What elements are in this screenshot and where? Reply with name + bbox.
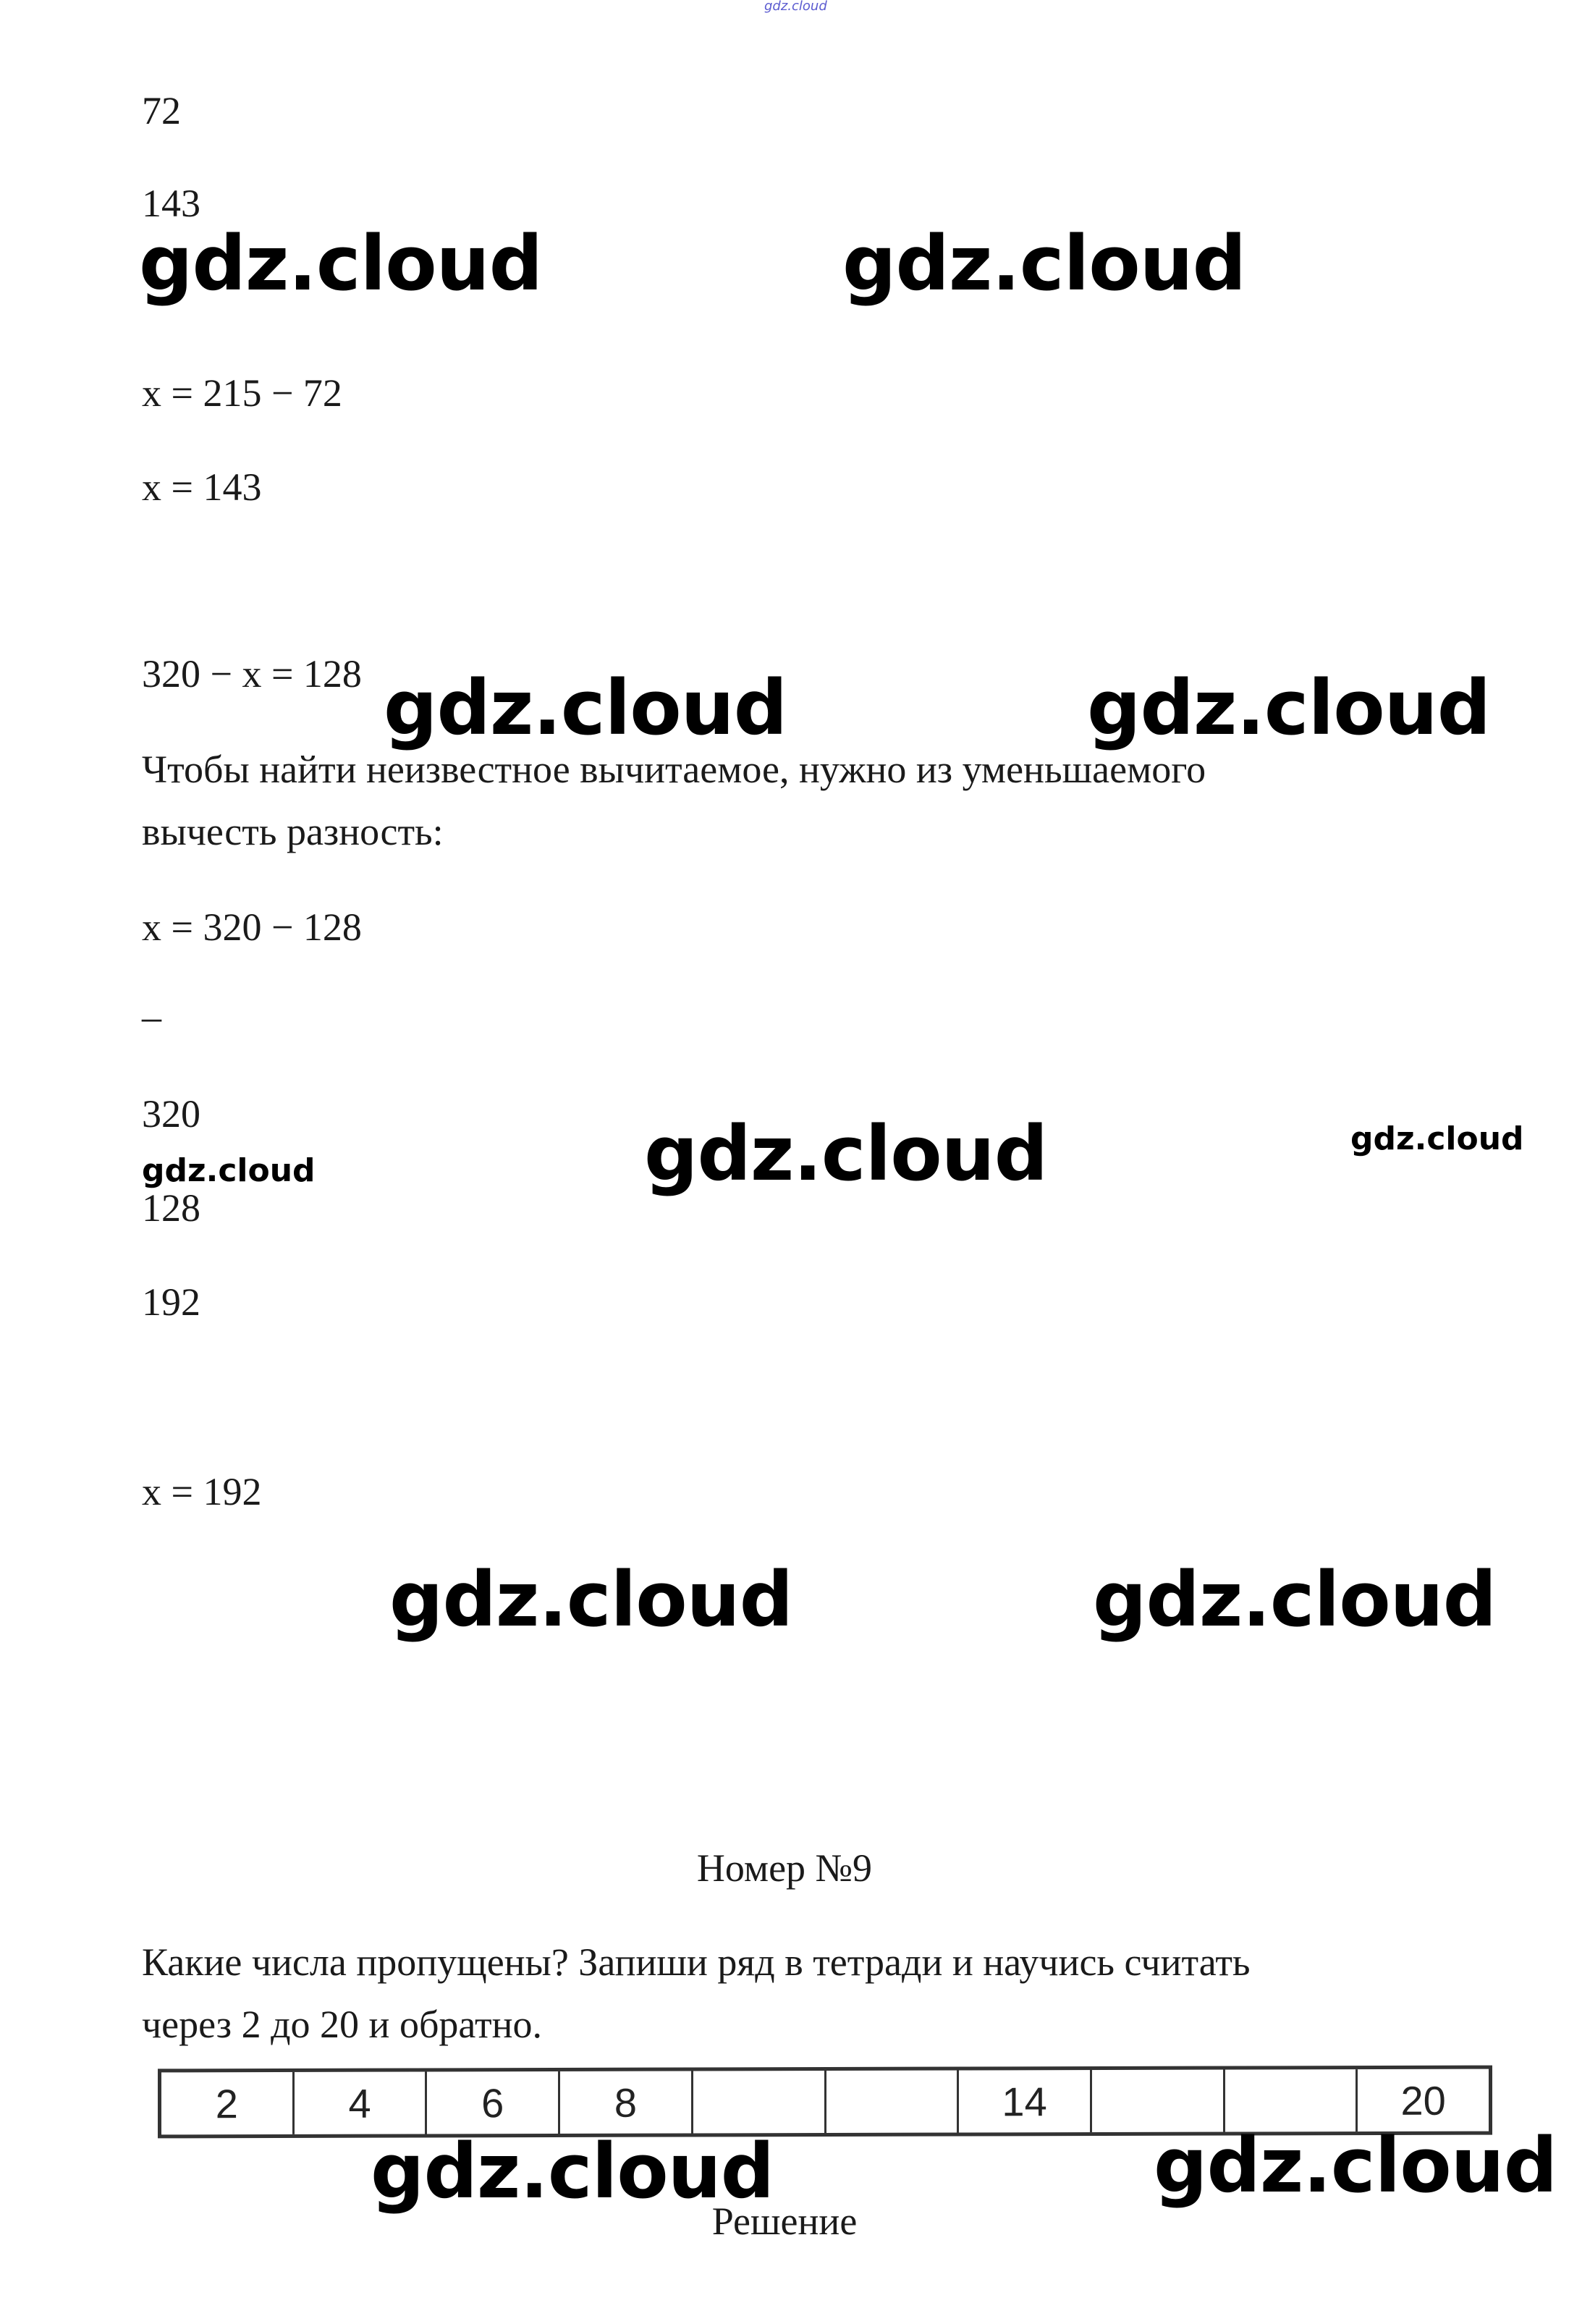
equation-statement: 320 − x = 128 [142,652,362,696]
solution-label: Решение [711,2200,858,2243]
column-minus-sign: – [142,995,161,1039]
sequence-cell: 20 [1400,2077,1446,2124]
watermark: gdz.cloud [384,664,787,752]
sequence-cell: 8 [560,2071,693,2133]
sequence-cell: 6 [427,2071,560,2134]
watermark: gdz.cloud [842,219,1246,308]
sequence-cell: 2 [161,2072,295,2134]
sequence-cell [826,2071,960,2133]
rule-text-line-1: Чтобы найти неизвестное вычитаемое, нужно из уменьшаемого [142,748,1206,791]
column-result-143: 143 [142,182,200,225]
watermark: gdz.cloud [1087,664,1491,752]
equation-answer: x = 143 [142,465,262,509]
watermark: gdz.cloud [371,2127,774,2215]
equation-line: x = 320 − 128 [142,905,362,949]
watermark: gdz.cloud [139,219,543,308]
watermark: gdz.cloud [389,1555,793,1644]
watermark: gdz.cloud [1093,1555,1497,1644]
watermark: gdz.cloud [1350,1120,1524,1157]
watermark: gdz.cloud [142,1152,316,1189]
watermark-top: gdz.cloud [764,0,827,14]
watermark: gdz.cloud [644,1110,1048,1198]
column-number-72: 72 [142,89,181,132]
column-subtrahend: 128 [142,1186,200,1230]
task-question-line-1: Какие числа пропущены? Запиши ряд в тетради и научись считать [142,1940,1251,1984]
sequence-cell: 4 [295,2071,428,2134]
watermark: gdz.cloud [1154,2121,1557,2210]
task-heading: Номер №9 [696,1846,873,1890]
equation-answer: x = 192 [142,1470,262,1513]
column-minuend: 320 [142,1092,200,1136]
rule-text-line-2: вычесть разность: [142,810,444,853]
task-question-line-2: через 2 до 20 и обратно. [142,2003,542,2046]
sequence-cell: 14 [959,2070,1092,2132]
sequence-cell [693,2071,826,2133]
equation-line: x = 215 − 72 [142,371,342,415]
column-result: 192 [142,1280,200,1324]
